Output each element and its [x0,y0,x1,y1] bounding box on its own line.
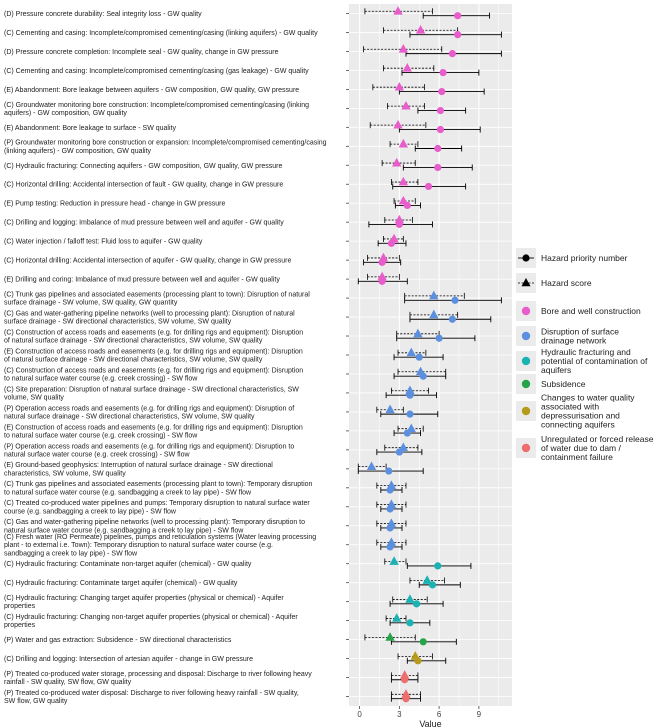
hpn-point [414,657,421,664]
y-tick-label: (C) Hydraulic fracturing: Changing non-target aquifer properties (physical or chemical) - Aquifer [4,614,298,622]
y-tick-label: (C) Site preparation: Disruption of natural surface drainage - SW directional characteristics, SW [4,386,299,394]
hpn-point [454,31,461,38]
hpn-point [413,600,420,607]
y-tick-label: (C) Fresh water (RO Permeate) pipelines, pumps and reticulation systems (Water leaving processing [4,534,317,542]
hpn-point [451,297,458,304]
legend-circle [522,254,529,261]
data-row [4,499,406,515]
y-tick-label: surface drainage - SW volume, SW quality, GW quantity [4,299,178,307]
y-tick-label: (C) Construction of access roads and easements (e.g. for drilling rigs and equipment): Disruption [4,367,304,375]
y-tick-label: (C) Horizontal drilling: Accidental intersection of fault - GW quality, change in GW pressure [4,181,284,189]
legend-swatch [522,307,530,315]
legend-label-line: of water due to dam / [541,443,621,453]
hpn-point [439,69,446,76]
hpn-point [436,335,443,342]
hpn-point [437,126,444,133]
hpn-point [420,373,427,380]
y-tick-label: (P) Treated co-produced water disposal: Discharge to river following heavy rainfall - SW quality, [4,689,299,697]
hpn-point [438,88,445,95]
y-tick-label: to natural surface water course (e.g. creek crossing) - SW flow [4,432,198,440]
legend-label [541,393,635,430]
y-tick-label: (C) Groundwater monitoring bore construction: Incomplete/compromised cementing/casing (linking [4,101,310,109]
x-tick-label: 9 [476,710,482,719]
x-tick-label: 3 [397,710,402,719]
y-tick-label: rainfall - SW quality, SW flow, GW quality [4,679,132,687]
hpn-point [449,50,456,57]
hpn-point [420,638,427,645]
y-tick-label: sandbagging a creek to lay pipe) - SW flow [4,550,138,558]
legend-label [541,327,619,346]
hpn-point [386,505,393,512]
hpn-point [437,107,444,114]
legend-label-line: associated with [541,401,600,412]
legend-label-line: containment failure [541,452,613,462]
y-tick-label: (E) Abandonment: Bore leakage between aquifers - GW composition, GW quality, GW pressure [4,86,300,94]
y-tick-label: (E) Construction of access roads and easements (e.g. for drilling rigs and equipment): Disruption [4,348,303,356]
y-tick-label: (C) Trunk gas pipelines and associated easements (processing plant to town): Disruption of natural [4,291,310,299]
data-row [4,518,406,534]
y-tick-label: to natural surface water course (e.g. creek crossing) - SW flow [4,375,198,383]
hpn-point [425,183,432,190]
legend-label-line: Changes to water quality [541,392,635,403]
legend-label-line: Subsidence [541,379,586,389]
y-tick-label: (C) Hydraulic fracturing: Connecting aquifers - GW composition, GW quality, GW pressure [4,162,283,170]
legend-swatch [522,380,530,388]
hpn-point [434,562,441,569]
hpn-point [404,202,411,209]
y-tick-label: (C) Hydraulic fracturing: Contaminate non-target aquifer (chemical) - GW quality [4,561,252,569]
legend-label-line: connecting aquifers [541,419,615,430]
legend-label [541,434,654,462]
y-tick-label: (linking aquifers) - GW composition, GW quality [4,147,152,155]
x-axis-label: Value [419,719,442,728]
hpn-point [404,429,411,436]
y-tick-label: (P) Groundwater monitoring bore construction or expansion: Incomplete/compromised cementing/casing [4,139,327,147]
legend-label [541,347,648,375]
y-tick-label: (E) Drilling and coring: Imbalance of mud pressure between well and aquifer - GW quality [4,276,280,284]
y-tick-label: (D) Pressure concrete completion: Incomplete seal - GW quality, change in GW pressure [4,48,279,56]
hpn-point [386,486,393,493]
y-tick-label: plant - to external i.e. Town): Temporary disruption to natural surface water course (e.g. [4,542,273,550]
hpn-point [396,448,403,455]
y-tick-label: properties [4,603,36,611]
y-tick-label: (E) Construction of access roads and easements (e.g. for drilling rigs and equipment): Disruption [4,424,303,432]
hpn-point [449,316,456,323]
hpn-point [434,145,441,152]
y-tick-label: natural surface water course (e.g. creek crossing) - SW flow [4,451,190,459]
hpn-point [416,354,423,361]
hpn-point [385,467,392,474]
legend-label: Hazard score [541,278,592,288]
y-tick-label: to natural surface water course (e.g. sandbagging a creek to lay pipe) - SW flow [4,489,252,497]
y-tick-label: (P) Operation access roads and easements (e.g. for drilling rigs and equipment): Disruption of [4,405,295,413]
y-tick-label: (P) Water and gas extraction: Subsidence - SW directional characteristics [4,637,232,645]
y-tick-label: (E) Abandonment: Bore leakage to surface - SW quality [4,124,176,132]
y-tick-label: (C) Drilling and logging: Intersection of artesian aquifer - change in GW pressure [4,656,254,664]
y-tick-label: (C) Gas and water-gathering pipeline networks (well to processing plant): Temporary disruption to [4,519,306,527]
y-tick-label: (C) Trunk gas pipelines and associated easements (processing plant to town): Temporary disruption [4,481,313,489]
hpn-point [386,543,393,550]
legend-label: Hazard priority number [541,253,628,263]
legend-label-line: depressurisation and [541,410,620,421]
data-row [4,234,406,247]
hpn-point [406,411,413,418]
y-tick-label: of natural surface drainage - SW directional characteristics, SW volume, SW quality [4,337,263,345]
y-tick-label: (C) Construction of access roads and easements (e.g. for drilling rigs and equipment): Disruption [4,329,304,337]
legend-swatch [522,444,530,452]
y-tick-label: (C) Water injection / falloff test: Fluid loss to aquifer - GW quality [4,238,203,246]
y-tick-label: (E) Pump testing: Reduction in pressure head - change in GW pressure [4,200,226,208]
y-tick-label: (D) Pressure concrete durability: Seal integrity loss - GW quality [4,10,202,18]
legend-swatch [522,332,530,340]
y-tick-label: (E) Ground-based geophysics: Interruption of natural surface drainage - SW directional [4,462,273,470]
hpn-point [388,240,395,247]
hpn-point [402,695,409,702]
data-row [4,534,406,557]
y-tick-label: (C) Horizontal drilling: Accidental intersection of aquifer - GW quality, change in GW pressure [4,257,292,265]
y-tick-label: course (e.g. sandbagging a creek to lay pipe) - SW flow [4,508,176,516]
x-tick-label: 0 [357,710,362,719]
legend-label-line: drainage network [541,335,607,346]
legend-label [541,379,586,389]
data-row [4,480,406,496]
legend-label-line: Disruption of surface [541,326,619,337]
y-tick-label: (C) Treated co-produced water pipelines and pumps: Temporary disruption to natural surface water [4,500,310,508]
legend-swatch [522,407,530,415]
legend-shape [516,248,628,293]
y-tick-label: volume, SW quality [4,394,64,402]
y-tick-label: properties [4,622,36,630]
y-tick-label: (C) Gas and water-gathering pipeline networks (well to processing plant): Disruption of natural [4,310,295,318]
hpn-point [386,524,393,531]
hpn-point [434,164,441,171]
hpn-point [379,259,386,266]
hpn-point [401,676,408,683]
y-tick-label: (C) Hydraulic fracturing: Changing target aquifer properties (physical or chemical) - Aquifer [4,595,284,603]
hpn-point [454,12,461,19]
legend-label-line: Unregulated or forced release [541,434,654,444]
y-tick-label: (P) Operation access roads and easements (e.g. for drilling rigs and equipment): Disruption to [4,443,295,451]
hpn-point [406,392,413,399]
y-tick-label: surface drainage - SW directional characteristics, SW volume, SW quality [4,318,232,326]
y-tick-label: (C) Cementing and casing: Incomplete/compromised cementing/casing (gas leakage) - GW quality [4,67,309,75]
y-tick-label: of natural surface drainage - SW directional characteristics, SW volume, SW quality [4,356,263,364]
y-tick-label: (C) Cementing and casing: Incomplete/compromised cementing/casing (linking aquifers) - GW quality [4,29,318,37]
x-tick-label: 6 [436,710,442,719]
y-tick-label: (C) Hydraulic fracturing: Contaminate target aquifer (chemical) - GW quality [4,580,238,588]
legend-label-line: aquifers [541,365,572,375]
legend-color [516,301,654,462]
y-tick-label: (C) Drilling and logging: Imbalance of mud pressure between well and aquifer - GW quality [4,219,284,227]
legend-label-line: Bore and well construction [541,306,641,316]
data-row [4,272,407,285]
hpn-point [406,619,413,626]
hpn-point [379,278,386,285]
hpn-point [396,221,403,228]
y-tick-label: characteristics, SW volume, SW quality [4,470,126,478]
y-tick-label: natural surface water course (e.g. sandbagging a creek to lay pipe) - SW flow [4,527,244,535]
legend-swatch [522,357,530,365]
y-tick-label: natural surface drainage - SW directional characteristics, SW volume, SW quality [4,413,255,421]
y-tick-label: SW flow, GW quality [4,698,68,706]
data-row [4,253,401,266]
legend-label-line: potential of contamination of [541,356,648,366]
y-tick-label: aquifers) - GW composition, GW quality [4,109,127,117]
legend-label-line: Hydraulic fracturing and [541,347,631,357]
y-tick-label: (P) Treated co-produced water storage, processing and disposal: Discharge to river following heavy [4,670,312,678]
legend-label [541,306,641,316]
hpn-point [429,581,436,588]
